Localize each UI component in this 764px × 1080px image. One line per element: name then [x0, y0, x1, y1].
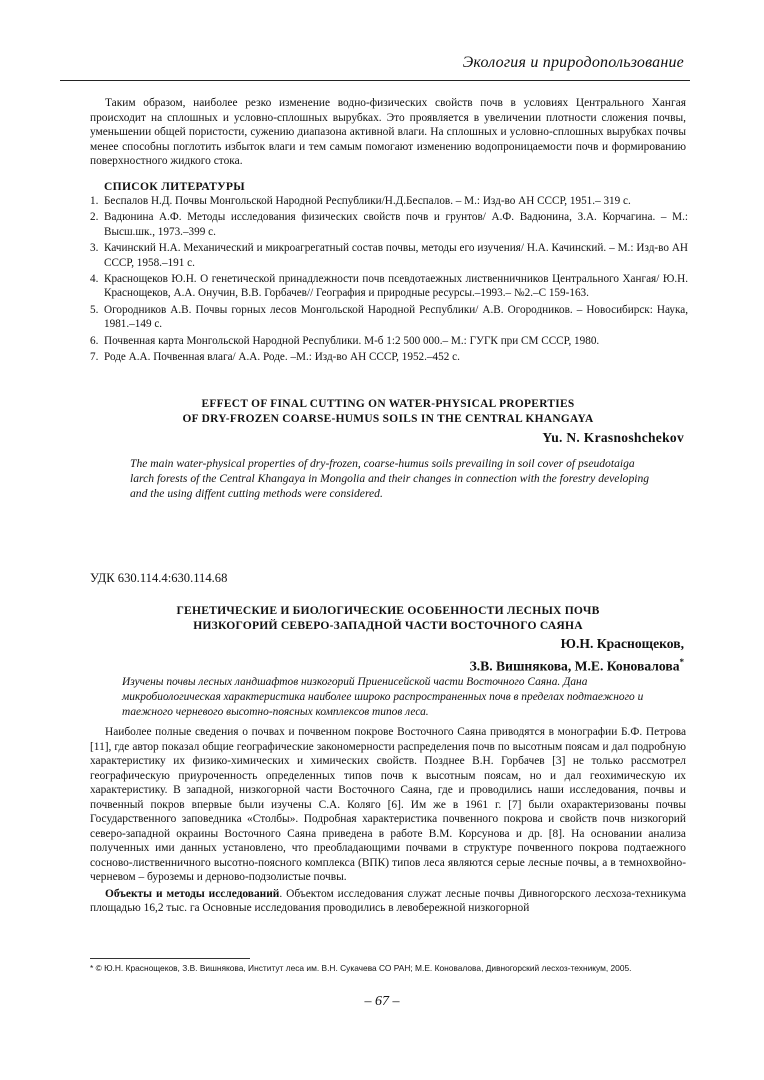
reference-item: [90, 334, 688, 348]
reference-text: Роде А.А. Почвенная влага/ А.А. Роде. –М.: Изд-во АН СССР, 1952.–452 с.: [104, 351, 460, 364]
reference-item: [90, 303, 688, 332]
reference-text: Беспалов Н.Д. Почвы Монгольской Народной Республики/Н.Д.Беспалов. – М.: Изд-во АН СССР, 1951.– 319 с.: [104, 195, 631, 207]
article-authors: [470, 634, 684, 676]
reference-text: Вадюнина А.Ф. Методы исследования физических свойств почв и грунтов/ А.Ф. Вадюнина, З.А. Корчагина. – М.: Высш.шк., 1973.–399 с.: [104, 211, 688, 238]
udk-code: УДК 630.114.4:630.114.68: [90, 571, 228, 585]
reference-item: [90, 210, 688, 239]
english-title: [90, 397, 686, 427]
intro-text: Таким образом, наиболее резко изменение водно-физических свойств почв в условиях Центрального Хангая происходит на сплошных и условно-сплошных вырубках. Это проявляется в увеличении плотности сложения почвы, уменьшении общей пористости, сужению диапазона активной влаги. На сплошных и условно-сплошных вырубках почвы менее способны поглотить избыток влаги и тем самым помогают изменению водопроницаемости почв и формированию поверхностного жидкого стока.: [90, 97, 686, 167]
reference-text: Огородников А.В. Почвы горных лесов Монгольской Народной Республики/ А.В. Огородников. – Новосибирск: Наука, 1981.–149 с.: [104, 303, 688, 331]
reference-item: [90, 272, 688, 301]
references-list: [90, 194, 688, 366]
reference-text: Краснощеков Ю.Н. О генетической принадлежности почв псевдотаежных лиственничников Центрального Хангая/ Ю.Н. Краснощеков, А.А. Онучин, В.В. Горбачев// География и природные ресурсы.–1993.– №2.–С 159-163.: [104, 273, 688, 300]
body-paragraph: Наиболее полные сведения о почвах и почвенном покрове Восточного Саяна приводятся в монографии Б.Ф. Петрова [11], где автор показал общие географические закономерности распределения почв по высотным поясам и дал подробную характеристику их физико-химических и химических свойств. Позднее В.Н. Горбачев [3] не только рассмотрел географическую приуроченность определенных типов почв к высотным поясам, но и дал геохимическую их характеристику. В западной, низкогорной части Восточного Саяна, где и проводились наши исследования, почвы и почвенный покров впервые были изучены С.А. Коляго [6]. Им же в 1961 г. [7] были охарактеризованы почвы Государственного заповедника «Столбы». Подробная характеристика почвенного покрова и свойств почв низкогорий северо-западной окраины Восточного Саяна приведена в работе В.М. Корсунова и др. [8]. На основании анализа полученных ими данных установлено, что преобладающими почвами в структуре почвенного покрова подтаежного сосново-лиственничного высотно-поясного комплекса (ВПК) типов леса являются серые лесные почвы, а в темнохвойно-черневом – буроземы и дерново-подзолистые почвы.: [90, 726, 686, 883]
intro-paragraph: [90, 96, 686, 169]
reference-text: Качинский Н.А. Механический и микроагрегатный состав почвы, методы его изучения/ Н.А. Качинский. – М.: Изд-во АН СССР, 1958.–191 с.: [104, 242, 688, 269]
article-abstract: Изучены почвы лесных ландшафтов низкогорий Приенисейской части Восточного Саяна. Дана микробиологическая характеристика наиболее широко распространенных почв в пределах подтаежного и таежного черневого высотно-поясных комплексов типов леса.: [122, 676, 644, 718]
reference-number: 2.: [90, 211, 99, 224]
authors-line: [470, 653, 684, 676]
reference-number: 7.: [90, 351, 99, 364]
footnote: * © Ю.Н. Краснощеков, З.В. Вишнякова, Институт леса им. В.Н. Сукачева СО РАН; М.Е. Коновалова, Дивногорский лесхоз-техникум, 2005.: [90, 963, 632, 973]
english-abstract: The main water-physical properties of dry-frozen, coarse-humus soils prevailing in soil cover of pseudotaiga larch forests of the Central Khangaya in Mongolia and their changes in connection with the forestry developing and the using diffent cutting methods were considered.: [130, 457, 650, 500]
footnote-rule: [90, 958, 250, 959]
reference-item: [90, 350, 688, 364]
footnote-marker: *: [679, 657, 684, 667]
reference-number: 4.: [90, 273, 99, 286]
header-rule: [60, 80, 690, 81]
reference-item: [90, 241, 688, 270]
running-header: [60, 54, 690, 78]
reference-number: 6.: [90, 334, 99, 347]
article-title-line: НИЗКОГОРИЙ СЕВЕРО-ЗАПАДНОЙ ЧАСТИ ВОСТОЧНОГО САЯНА: [193, 619, 583, 632]
references-title: СПИСОК ЛИТЕРАТУРЫ: [104, 180, 245, 193]
english-author: Yu. N. Krasnoshchekov: [542, 430, 684, 445]
article-body: [90, 725, 686, 916]
reference-number: 1.: [90, 195, 99, 207]
reference-text: Почвенная карта Монгольской Народной Республики. М-б 1:2 500 000.– М.: ГУГК при СМ СССР, 1980.: [104, 334, 600, 347]
body-paragraph: [90, 887, 686, 916]
article-title: [90, 603, 686, 633]
authors-names: З.В. Вишнякова, М.Е. Коновалова: [469, 658, 680, 674]
body-text: . Объектом исследования служат лесные почвы Дивногорского лесхоза-техникума площадью 16,2 тыс. га Основные исследования проводились в левобережной низкогорной: [90, 887, 686, 914]
authors-line: Ю.Н. Краснощеков,: [560, 636, 684, 651]
english-title-line: EFFECT OF FINAL CUTTING ON WATER-PHYSICAL PROPERTIES: [201, 398, 575, 410]
reference-number: 5.: [90, 303, 99, 316]
article-title-line: ГЕНЕТИЧЕСКИЕ И БИОЛОГИЧЕСКИЕ ОСОБЕННОСТИ ЛЕСНЫХ ПОЧВ: [176, 604, 600, 617]
page-number: – 67 –: [364, 994, 400, 1009]
running-title: Экология и природопользование: [462, 54, 684, 71]
reference-number: 3.: [90, 242, 99, 255]
english-title-line: OF DRY-FROZEN COARSE-HUMUS SOILS IN THE CENTRAL KHANGAYA: [182, 413, 594, 425]
section-heading: Объекты и методы исследований: [105, 887, 280, 900]
reference-item: [90, 194, 688, 208]
